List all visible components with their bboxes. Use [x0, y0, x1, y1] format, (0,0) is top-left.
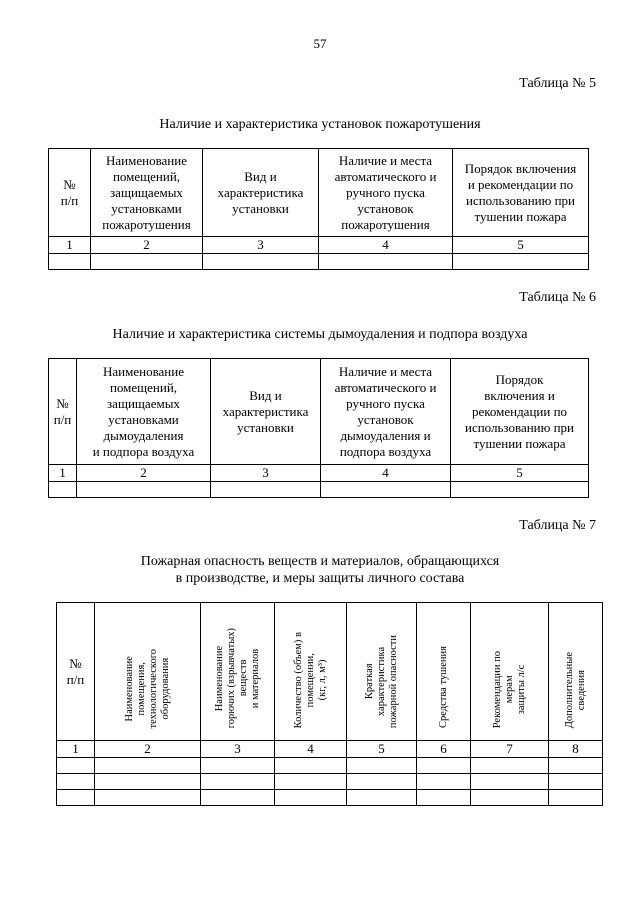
table5-number-row [49, 237, 589, 254]
page-number: 57 [313, 36, 327, 51]
table5-header-col3: Вид и характеристика установки [203, 149, 319, 237]
table-row [57, 758, 603, 774]
table5-num-1: 1 [49, 237, 91, 254]
table6-label: Таблица № 6 [519, 290, 596, 305]
table6-empty-cell [451, 482, 589, 498]
table7-empty-cell [201, 758, 275, 774]
table6-empty-cell [77, 482, 211, 498]
table6-title: Наличие и характеристика системы дымоудаления и подпора воздуха [112, 327, 528, 342]
table6-header-col3: Вид и характеристика установки [211, 359, 321, 465]
table5-empty-cell [319, 254, 453, 270]
table5-header-row [49, 149, 589, 237]
table-row [57, 790, 603, 806]
table7-header-col3: Наименование горючих (взрывчатых) веществ и материалов [201, 603, 275, 741]
table7-empty-cell [347, 774, 417, 790]
table7-empty-cell [275, 790, 347, 806]
table5 [48, 148, 589, 270]
table6 [48, 358, 589, 498]
table7-num-6: 6 [417, 741, 471, 758]
table7-title-line2: в производстве, и меры защиты личного состава [175, 571, 465, 586]
table6-number-row [49, 465, 589, 482]
table6-header-row [49, 359, 589, 465]
table6-empty-cell [49, 482, 77, 498]
table7-empty-cell [471, 774, 549, 790]
table7-empty-cell [549, 758, 603, 774]
table7-empty-cell [347, 790, 417, 806]
table7-empty-cell [417, 774, 471, 790]
table-row [57, 774, 603, 790]
table6-header-col4: Наличие и места автоматического и ручного пуска установок дымоудаления и подпора воздуха [321, 359, 451, 465]
table5-empty-cell [91, 254, 203, 270]
table7-empty-cell [275, 758, 347, 774]
table5-label: Таблица № 5 [519, 76, 596, 91]
table7-header-col1: № п/п [57, 603, 95, 741]
table7-empty-cell [201, 790, 275, 806]
table7-empty-cell [95, 774, 201, 790]
table7-num-7: 7 [471, 741, 549, 758]
table7-num-8: 8 [549, 741, 603, 758]
table7-empty-cell [417, 790, 471, 806]
table7-header-col8: Дополнительные сведения [549, 603, 603, 741]
table7-empty-cell [95, 758, 201, 774]
table5-empty-cell [203, 254, 319, 270]
table7-num-3: 3 [201, 741, 275, 758]
table7-num-5: 5 [347, 741, 417, 758]
table7-empty-cell [275, 774, 347, 790]
table7-header-col2: Наименование помещения, технологического оборудования [95, 603, 201, 741]
table5-num-4: 4 [319, 237, 453, 254]
table7-empty-cell [57, 790, 95, 806]
table5-title: Наличие и характеристика установок пожаротушения [159, 117, 481, 132]
table6-empty-cell [321, 482, 451, 498]
table6-header-col1: № п/п [49, 359, 77, 465]
table6-num-1: 1 [49, 465, 77, 482]
table7-empty-cell [347, 758, 417, 774]
table6-num-2: 2 [77, 465, 211, 482]
table7-empty-cell [57, 758, 95, 774]
table7-header-col6: Средства тушения [417, 603, 471, 741]
table7-empty-cell [201, 774, 275, 790]
table7-header-col7: Рекомендации по мерам защиты л/с [471, 603, 549, 741]
table5-num-5: 5 [453, 237, 589, 254]
table5-header-col4: Наличие и места автоматического и ручного пуска установок пожаротушения [319, 149, 453, 237]
table-row [49, 254, 589, 270]
table7-num-1: 1 [57, 741, 95, 758]
table6-empty-cell [211, 482, 321, 498]
table6-header-col2: Наименование помещений, защищаемых установками дымоудаления и подпора воздуха [77, 359, 211, 465]
table5-empty-cell [453, 254, 589, 270]
table6-header-col5: Порядок включения и рекомендации по использованию при тушении пожара [451, 359, 589, 465]
table7-header-col5: Краткая характеристика пожарной опасности [347, 603, 417, 741]
table5-empty-cell [49, 254, 91, 270]
table7-label: Таблица № 7 [519, 518, 596, 533]
table5-header-col2: Наименование помещений, защищаемых установками пожаротушения [91, 149, 203, 237]
table5-num-3: 3 [203, 237, 319, 254]
table5-num-2: 2 [91, 237, 203, 254]
table6-num-5: 5 [451, 465, 589, 482]
table7-header-row [57, 603, 603, 741]
table7-empty-cell [95, 790, 201, 806]
table7-empty-cell [471, 790, 549, 806]
table7-empty-cell [417, 758, 471, 774]
table7-empty-cell [57, 774, 95, 790]
table7 [56, 602, 603, 806]
table5-header-col5: Порядок включения и рекомендации по использованию при тушении пожара [453, 149, 589, 237]
table-row [49, 482, 589, 498]
table5-header-col1: № п/п [49, 149, 91, 237]
table7-number-row [57, 741, 603, 758]
table7-empty-cell [549, 774, 603, 790]
table7-empty-cell [471, 758, 549, 774]
table7-num-2: 2 [95, 741, 201, 758]
table7-header-col4: Количество (объем) в помещении, (кг, л, м³) [275, 603, 347, 741]
table6-num-3: 3 [211, 465, 321, 482]
table7-num-4: 4 [275, 741, 347, 758]
table7-empty-cell [549, 790, 603, 806]
table7-title-line1: Пожарная опасность веществ и материалов, обращающихся [140, 554, 500, 569]
table6-num-4: 4 [321, 465, 451, 482]
